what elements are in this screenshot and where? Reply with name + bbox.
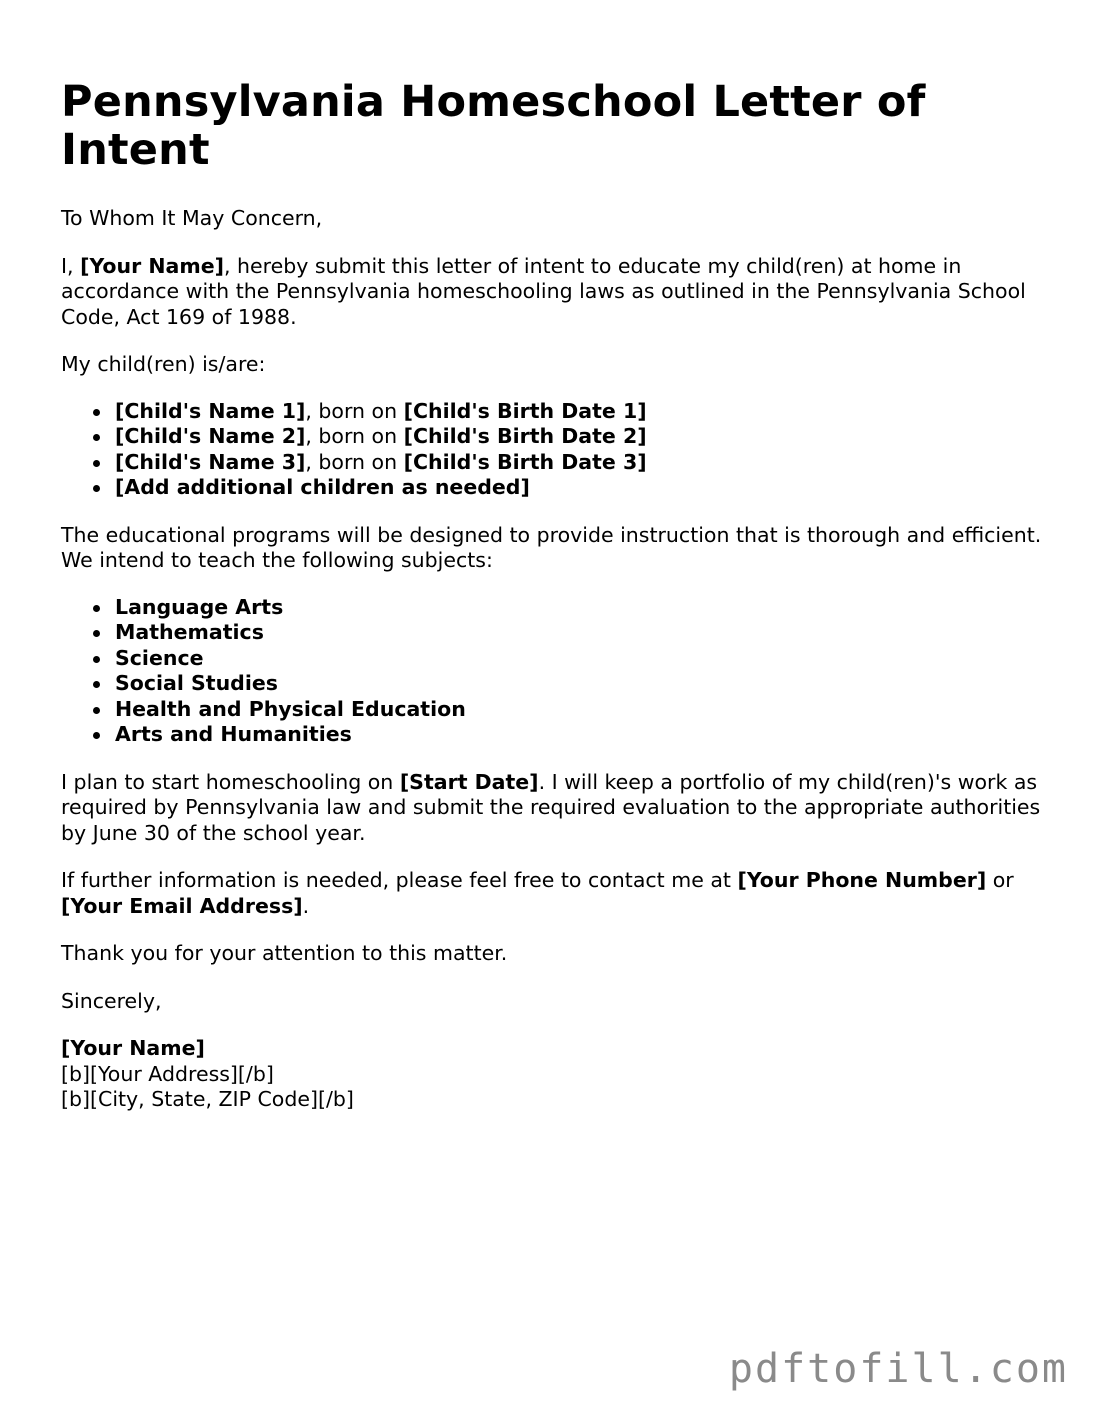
child-name: [Child's Name 3] [115,449,306,474]
list-item-subject [115,722,1061,748]
contact-paragraph [61,868,1061,919]
subject-label: Mathematics [115,620,264,644]
contact-pre: If further information is needed, please feel free to contact me at [61,868,738,892]
signature-name: [Your Name] [61,1036,205,1060]
programs-paragraph: The educational programs will be designed to provide instruction that is thorough and efficient. We intend to teach the following subjects: [61,522,1042,572]
list-item-child-2 [115,424,1061,450]
intro-pre: I, [61,253,81,278]
email-placeholder: [Your Email Address] [61,893,303,918]
child-birth-date: [Child's Birth Date 1] [403,398,647,423]
list-item-subject [115,671,1061,697]
subject-label: Social Studies [115,671,278,695]
born-on-text: , born on [305,449,404,474]
letter-document [61,0,1061,1113]
thanks-line: Thank you for your attention to this matter. [61,941,508,965]
subjects-list [61,595,1061,748]
born-on-text: , born on [305,398,404,423]
list-item-child-3 [115,450,1061,476]
signature-city: [b][City, State, ZIP Code][/b] [61,1087,354,1111]
child-name: [Child's Name 2] [115,424,306,448]
signature-block [61,1036,1061,1113]
children-list [61,399,1061,501]
list-item-subject [115,595,1061,621]
start-paragraph [61,770,1061,847]
subject-label: Arts and Humanities [115,722,352,746]
intro-paragraph [61,254,1061,331]
intro-name-placeholder: [Your Name] [80,253,224,278]
contact-post: . [302,893,310,918]
list-item-children-extra [115,475,1061,501]
intro-post: , hereby submit this letter of intent to educate my child(ren) at home in accordance with the Pennsylvania homeschooling laws as outlined in the Pennsylvania School Code, Act 169 of 1988. [61,253,1026,329]
list-item-subject [115,697,1061,723]
children-extra-placeholder: [Add additional children as needed] [115,475,530,499]
signature-address: [b][Your Address][/b] [61,1061,274,1086]
child-birth-date: [Child's Birth Date 2] [403,424,647,448]
start-date-placeholder: [Start Date] [399,769,539,794]
watermark-logo: pdftofill.com [728,1346,1068,1392]
contact-mid: or [986,868,1014,892]
list-item-subject [115,620,1061,646]
start-pre: I plan to start homeschooling on [61,769,400,794]
list-item-child-1 [115,399,1061,425]
born-on-text: , born on [305,424,404,448]
child-birth-date: [Child's Birth Date 3] [403,449,647,474]
start-post: . I will keep a portfolio of my child(ren)'s work as required by Pennsylvania law and submit the required evaluation to the appropriate authorities by June 30 of the school year. [61,769,1041,845]
closing-line: Sincerely, [61,988,162,1013]
children-heading: My child(ren) is/are: [61,352,266,376]
subject-label: Health and Physical Education [115,696,466,721]
page-title: Pennsylvania Homeschool Letter of Intent [61,77,926,175]
greeting: To Whom It May Concern, [61,206,323,230]
subject-label: Language Arts [115,594,284,619]
list-item-subject [115,646,1061,672]
child-name: [Child's Name 1] [115,398,306,423]
phone-placeholder: [Your Phone Number] [737,868,987,892]
subject-label: Science [115,645,204,670]
